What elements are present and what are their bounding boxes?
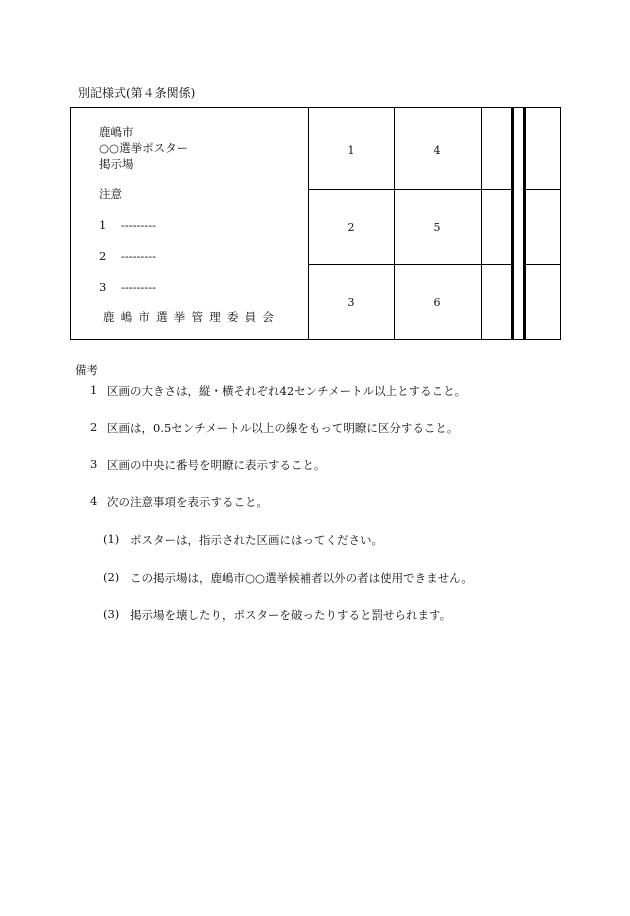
subitem-number: (2) <box>103 570 120 584</box>
remark-text: 区画の大きさは，縦・横それぞれ42センチメートル以上とすること。 <box>107 384 467 398</box>
board-title: ○○選挙ポスター <box>99 141 189 155</box>
notice-number: 1 <box>99 218 107 232</box>
section-number: 4 <box>433 144 441 157</box>
divider-line <box>308 108 309 339</box>
subitem-number: (3) <box>103 607 120 621</box>
divider-line <box>394 108 395 339</box>
row-divider <box>526 264 561 265</box>
poster-board-diagram <box>70 107 561 340</box>
form-heading: 別記様式(第４条関係) <box>78 86 196 100</box>
notice-number: 2 <box>99 249 107 263</box>
remark-number: 4 <box>90 494 98 508</box>
notice-label: 注意 <box>99 187 122 201</box>
row-divider <box>308 264 511 265</box>
remark-number: 1 <box>90 383 98 397</box>
board-subtitle: 掲示場 <box>99 157 134 171</box>
subitem-text: ポスターは，指示された区画にはってください。 <box>130 533 383 547</box>
divider-line <box>481 108 482 339</box>
remark-text: 区画の中央に番号を明瞭に表示すること。 <box>107 458 326 472</box>
committee-name: 鹿嶋市選挙管理委員会 <box>103 310 280 324</box>
subitem-text: 掲示場を壊したり，ポスターを破ったりすると罰せられます。 <box>130 608 452 622</box>
remark-text: 次の注意事項を表示すること。 <box>107 495 268 509</box>
remark-number: 2 <box>90 420 98 434</box>
section-number: 5 <box>433 221 441 234</box>
section-number: 3 <box>347 296 355 309</box>
row-divider <box>526 189 561 190</box>
remarks-title: 備考 <box>75 363 98 377</box>
notice-number: 3 <box>99 280 107 294</box>
thick-divider <box>511 108 514 339</box>
thick-divider <box>523 108 526 339</box>
board-city: 鹿嶋市 <box>99 125 134 139</box>
row-divider <box>308 189 511 190</box>
section-number: 2 <box>347 221 355 234</box>
section-number: 6 <box>433 296 441 309</box>
subitem-number: (1) <box>103 532 120 546</box>
notice-dashes: --------- <box>121 249 156 263</box>
remark-text: 区画は，0.5センチメートル以上の線をもって明瞭に区分すること。 <box>107 421 459 435</box>
remark-number: 3 <box>90 457 98 471</box>
section-number: 1 <box>347 144 355 157</box>
subitem-text: この掲示場は，鹿嶋市○○選挙候補者以外の者は使用できません。 <box>130 571 473 585</box>
notice-dashes: --------- <box>121 280 156 294</box>
notice-dashes: --------- <box>121 218 156 232</box>
